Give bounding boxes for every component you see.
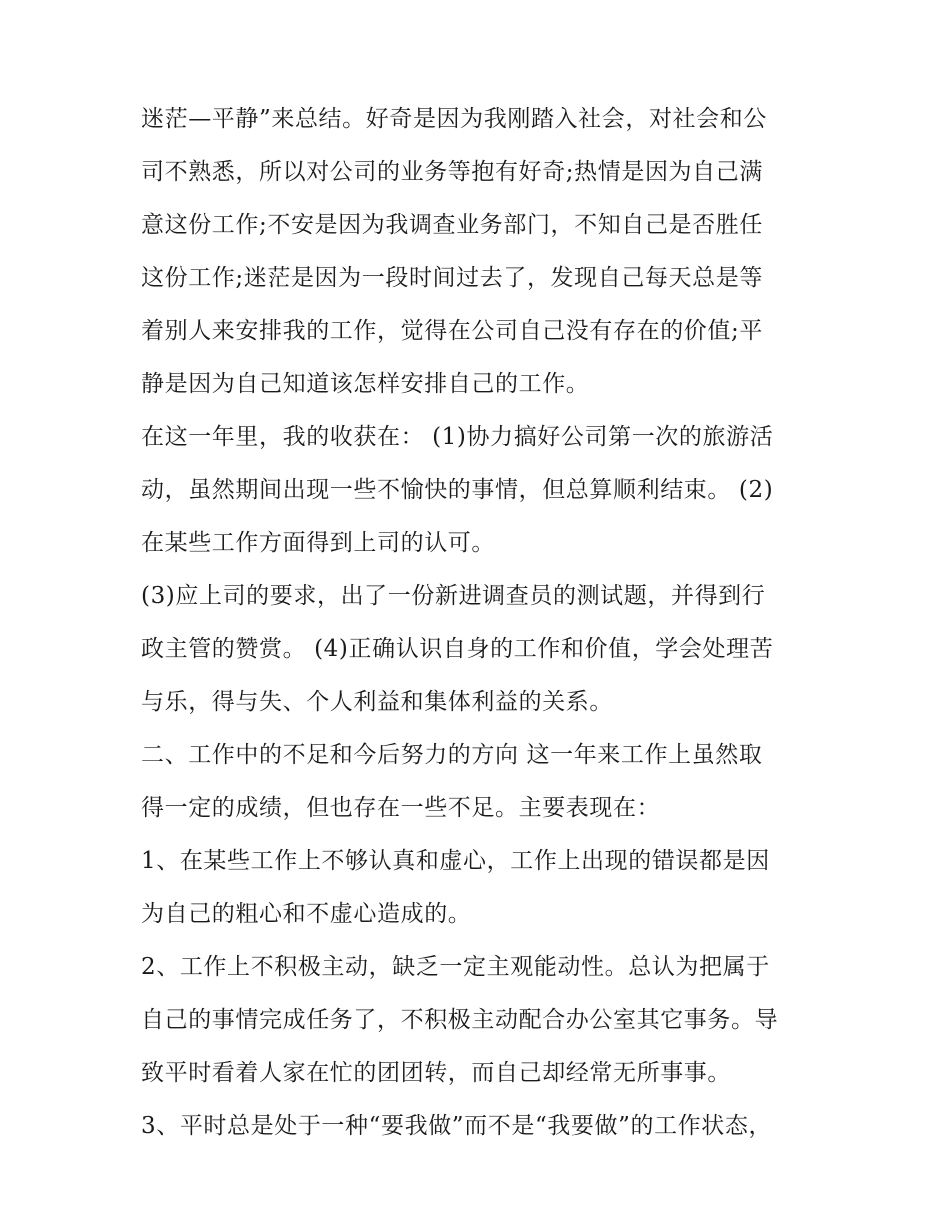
- text-line: 司不熟悉，所以对公司的业务等抱有好奇;热情是因为自己满: [141, 159, 763, 185]
- text-line: 得一定的成绩，但也存在一些不足。主要表现在：: [141, 795, 661, 821]
- text-line: 3、平时总是处于一种“要我做”而不是“我要做”的工作状态，: [141, 1113, 773, 1139]
- text-line: 2、工作上不积极主动，缺乏一定主观能动性。总认为把属于: [141, 954, 770, 980]
- text-line: 1、在某些工作上不够认真和虚心，工作上出现的错误都是因: [141, 848, 770, 874]
- text-line: 与乐，得与失、个人利益和集体利益的关系。: [141, 689, 613, 715]
- text-line: 致平时看着人家在忙的团团转，而自己却经常无所事事。: [141, 1060, 731, 1086]
- text-line: 着别人来安排我的工作，觉得在公司自己没有存在的价值;平: [141, 318, 763, 344]
- text-line: 静是因为自己知道该怎样安排自己的工作。: [141, 371, 590, 397]
- text-line: 为自己的粗心和不虚心造成的。: [141, 901, 472, 927]
- text-line: 自己的事情完成任务了，不积极主动配合办公室其它事务。导: [141, 1007, 779, 1033]
- text-line: 意这份工作;不安是因为我调查业务部门，不知自己是否胜任: [141, 212, 763, 238]
- text-line: 迷茫—平静”来总结。好奇是因为我刚踏入社会，对社会和公: [141, 106, 767, 132]
- text-line: 在某些工作方面得到上司的认可。: [141, 530, 495, 556]
- text-line: 在这一年里，我的收获在： (1)协力搞好公司第一次的旅游活: [141, 424, 774, 450]
- text-line: 二、工作中的不足和今后努力的方向 这一年来工作上虽然取: [141, 742, 763, 768]
- text-line: 政主管的赞赏。 (4)正确认识自身的工作和价值，学会处理苦: [141, 636, 774, 662]
- text-line: 这份工作;迷茫是因为一段时间过去了，发现自己每天总是等: [141, 265, 763, 291]
- text-line: 动，虽然期间出现一些不愉快的事情，但总算顺利结束。 (2): [141, 477, 774, 503]
- text-line: (3)应上司的要求，出了一份新进调查员的测试题，并得到行: [141, 583, 766, 609]
